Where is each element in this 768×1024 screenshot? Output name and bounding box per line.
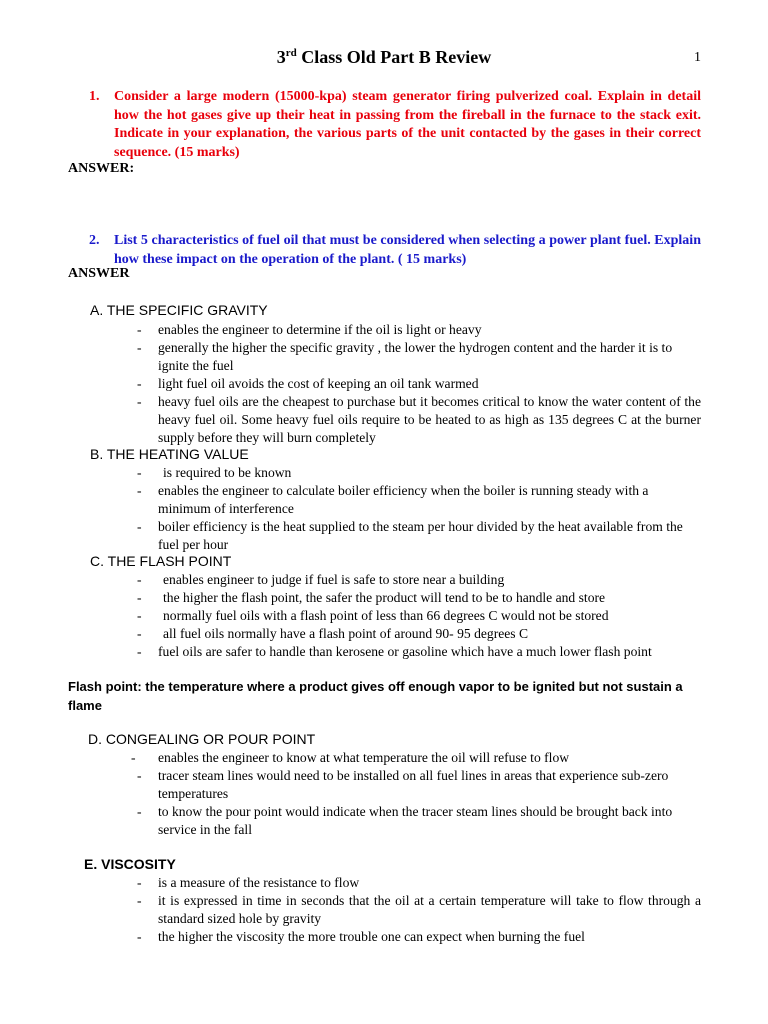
answer-label-2: ANSWER: [68, 266, 130, 281]
list-item: [0, 625, 768, 643]
question-number: 2.: [89, 233, 100, 248]
list-item: [0, 607, 768, 625]
bullet-text: fuel oils are safer to handle than kerosene or gasoline which have a much lower flash point: [158, 644, 652, 659]
list-item: [0, 393, 768, 447]
list-item: [0, 749, 768, 767]
question-number: 1.: [89, 89, 100, 104]
section-heading-b: B. THE HEATING VALUE: [90, 446, 249, 462]
bullet-dash: -: [137, 394, 142, 409]
list-item: [0, 803, 768, 839]
flash-point-definition: Flash point: the temperature where a product gives off enough vapor to be ignited but not sustain a flame: [68, 679, 683, 713]
bullet-text: it is expressed in time in seconds that the oil at a certain temperature will take to flow through a standard sized hole by gravity: [158, 893, 701, 926]
bullet-text: to know the pour point would indicate when the tracer steam lines should be brought back into service in the fall: [158, 804, 673, 837]
list-item: [0, 518, 768, 554]
list-item: [0, 767, 768, 803]
bullet-text: enables engineer to judge if fuel is safe to store near a building: [163, 572, 505, 587]
bullet-dash: -: [137, 929, 142, 944]
bullet-text: enables the engineer to calculate boiler efficiency when the boiler is running steady with a minimum of interference: [158, 483, 649, 516]
bullet-text: is a measure of the resistance to flow: [158, 875, 360, 890]
section-heading-a: A. THE SPECIFIC GRAVITY: [90, 302, 268, 318]
bullet-dash: -: [137, 340, 142, 355]
title-text: Class Old Part B Review: [296, 47, 492, 67]
list-item: [0, 482, 768, 518]
section-heading-d: D. CONGEALING OR POUR POINT: [88, 731, 316, 747]
bullet-dash: -: [137, 572, 142, 587]
list-item: [0, 375, 768, 393]
list-item: [0, 339, 768, 375]
bullet-dash: -: [137, 483, 142, 498]
list-item: [0, 892, 768, 928]
list-item: [0, 464, 768, 482]
list-item: [0, 321, 768, 339]
bullet-dash: -: [137, 893, 142, 908]
bullet-dash: -: [137, 875, 142, 890]
list-item: [0, 571, 768, 589]
section-heading-c: C. THE FLASH POINT: [90, 553, 232, 569]
bullet-text: enables the engineer to know at what temperature the oil will refuse to flow: [158, 750, 570, 765]
bullet-dash: -: [137, 626, 142, 641]
title-prefix: 3: [276, 47, 286, 67]
bullet-text: light fuel oil avoids the cost of keeping an oil tank warmed: [158, 376, 479, 391]
bullet-dash: -: [137, 322, 142, 337]
question-1: [89, 88, 701, 162]
bullet-text: generally the higher the specific gravity , the lower the hydrogen content and the harder it is to ignite the fuel: [158, 340, 673, 373]
bullet-text: the higher the flash point, the safer the product will tend to be to handle and store: [163, 590, 606, 605]
section-heading-e: E. VISCOSITY: [84, 856, 176, 872]
question-text: List 5 characteristics of fuel oil that must be considered when selecting a power plant fuel. Explain how these impact on the operation of the plant. ( 15 marks): [114, 233, 701, 267]
list-item: [0, 643, 768, 679]
bullet-dash: -: [137, 644, 142, 659]
bullet-dash: -: [137, 519, 142, 534]
list-item: [0, 589, 768, 607]
bullet-text: the higher the viscosity the more trouble one can expect when burning the fuel: [158, 929, 585, 944]
list-item: [0, 874, 768, 892]
bullet-dash: -: [131, 750, 136, 765]
bullet-text: boiler efficiency is the heat supplied to the steam per hour divided by the heat available from the fuel per hour: [158, 519, 683, 552]
bullet-dash: -: [137, 465, 142, 480]
bullet-text: normally fuel oils with a flash point of less than 66 degrees C would not be stored: [163, 608, 609, 623]
bullet-dash: -: [137, 608, 142, 623]
page-number: 1: [694, 50, 701, 65]
question-text: Consider a large modern (15000-kpa) steam generator firing pulverized coal. Explain in detail how the hot gases give up their heat in passing from the fireball in the furnace to the stack exit. Indicate in your explanation, the various parts of the unit contacted by the gases in their correct sequence. (15 marks): [114, 89, 701, 160]
bullet-text: is required to be known: [163, 465, 292, 480]
title-superscript: rd: [285, 47, 297, 59]
bullet-dash: -: [137, 376, 142, 391]
bullet-text: all fuel oils normally have a flash point of around 90- 95 degrees C: [163, 626, 529, 641]
question-2: [89, 232, 701, 269]
bullet-dash: -: [137, 590, 142, 605]
list-item: [0, 928, 768, 946]
bullet-dash: -: [137, 768, 142, 783]
bullet-text: enables the engineer to determine if the oil is light or heavy: [158, 322, 482, 337]
bullet-dash: -: [137, 804, 142, 819]
bullet-text: heavy fuel oils are the cheapest to purchase but it becomes critical to know the water content of the heavy fuel oil. Some heavy fuel oils require to be heated to as high as 135 degrees C at the burner supply before they will burn completely: [158, 394, 701, 445]
page-title: [0, 47, 768, 68]
bullet-text: tracer steam lines would need to be installed on all fuel lines in areas that experience sub-zero temperatures: [158, 768, 669, 801]
answer-label-1: ANSWER:: [68, 161, 135, 176]
